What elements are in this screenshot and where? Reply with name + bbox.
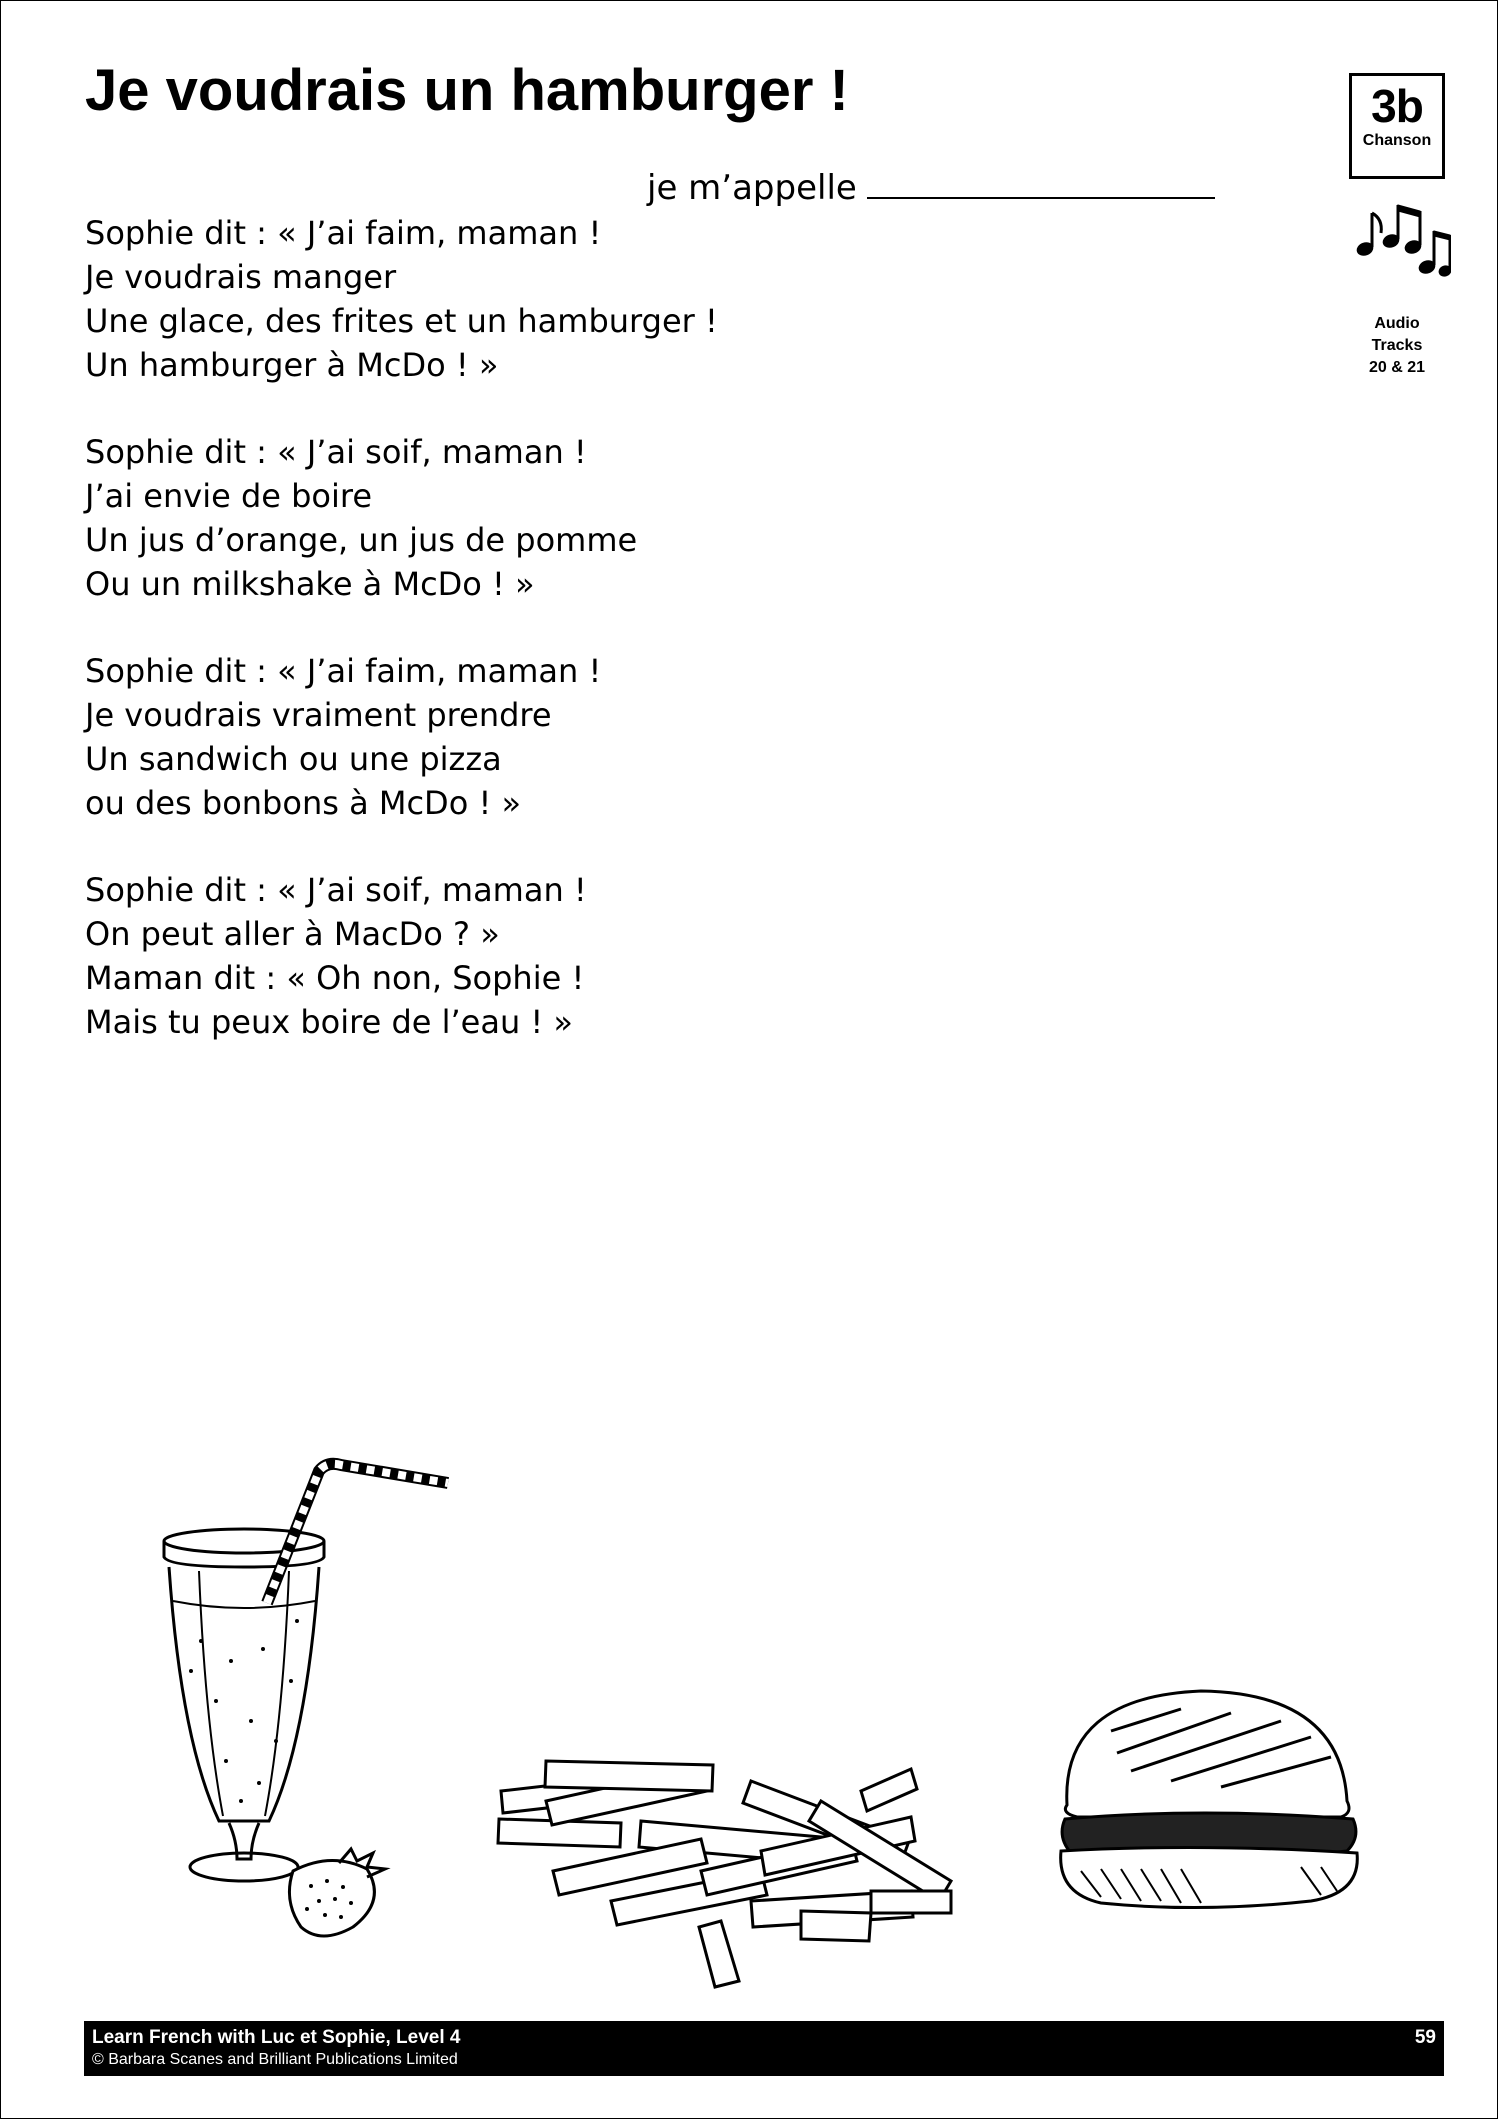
- song-lyrics: [85, 211, 718, 1087]
- page-title: Je voudrais un hamburger !: [85, 58, 849, 123]
- audio-tracks-label: [1347, 313, 1447, 379]
- lyric-line: Un sandwich ou une pizza: [85, 740, 502, 778]
- lyric-line: Un hamburger à McDo ! »: [85, 346, 499, 384]
- lyric-line: Ou un milkshake à McDo ! »: [85, 565, 535, 603]
- stanza: [85, 430, 718, 606]
- stanza: [85, 211, 718, 387]
- audio-label: Audio: [1374, 315, 1420, 332]
- lyric-line: Je voudrais manger: [85, 258, 397, 296]
- lyric-line: On peut aller à MacDo ? »: [85, 915, 500, 953]
- lyric-line: Une glace, des frites et un hamburger !: [85, 302, 718, 340]
- strawberry-illustration: [289, 1849, 385, 1936]
- lyric-line: Sophie dit : « J’ai faim, maman !: [85, 214, 602, 252]
- lyric-line: Mais tu peux boire de l’eau ! »: [85, 1003, 573, 1041]
- name-field-row: [647, 167, 1215, 208]
- name-prompt: je m’appelle: [647, 168, 857, 208]
- straw-illustration: [267, 1464, 448, 1603]
- lyric-line: Sophie dit : « J’ai soif, maman !: [85, 871, 587, 909]
- stanza: [85, 868, 718, 1044]
- lyric-line: ou des bonbons à McDo ! »: [85, 784, 522, 822]
- lyric-line: Sophie dit : « J’ai faim, maman !: [85, 652, 602, 690]
- hamburger-illustration: [1061, 1691, 1358, 1908]
- lyric-line: Un jus d’orange, un jus de pomme: [85, 521, 638, 559]
- tracks-label: Tracks: [1371, 337, 1423, 354]
- section-badge: [1349, 73, 1445, 179]
- stanza: [85, 649, 718, 825]
- badge-number: 3b: [1371, 80, 1423, 132]
- milkshake-glass-illustration: [164, 1529, 324, 1881]
- page-number: 59: [1414, 2027, 1436, 2048]
- french-fries-illustration: [498, 1761, 951, 1987]
- lyric-line: Je voudrais vraiment prendre: [85, 696, 552, 734]
- food-illustrations: [1, 1441, 1500, 2001]
- music-notes-icon: [1351, 201, 1451, 291]
- name-blank-line[interactable]: [867, 167, 1215, 199]
- lyric-line: J’ai envie de boire: [85, 477, 373, 515]
- page-footer: [84, 2021, 1444, 2076]
- track-numbers: 20 & 21: [1368, 359, 1426, 376]
- lyric-line: Maman dit : « Oh non, Sophie !: [85, 959, 585, 997]
- lyric-line: Sophie dit : « J’ai soif, maman !: [85, 433, 587, 471]
- footer-title: Learn French with Luc et Sophie, Level 4: [92, 2027, 461, 2048]
- footer-copyright: © Barbara Scanes and Brilliant Publications Limited: [92, 2051, 458, 2068]
- badge-label: Chanson: [1362, 132, 1432, 149]
